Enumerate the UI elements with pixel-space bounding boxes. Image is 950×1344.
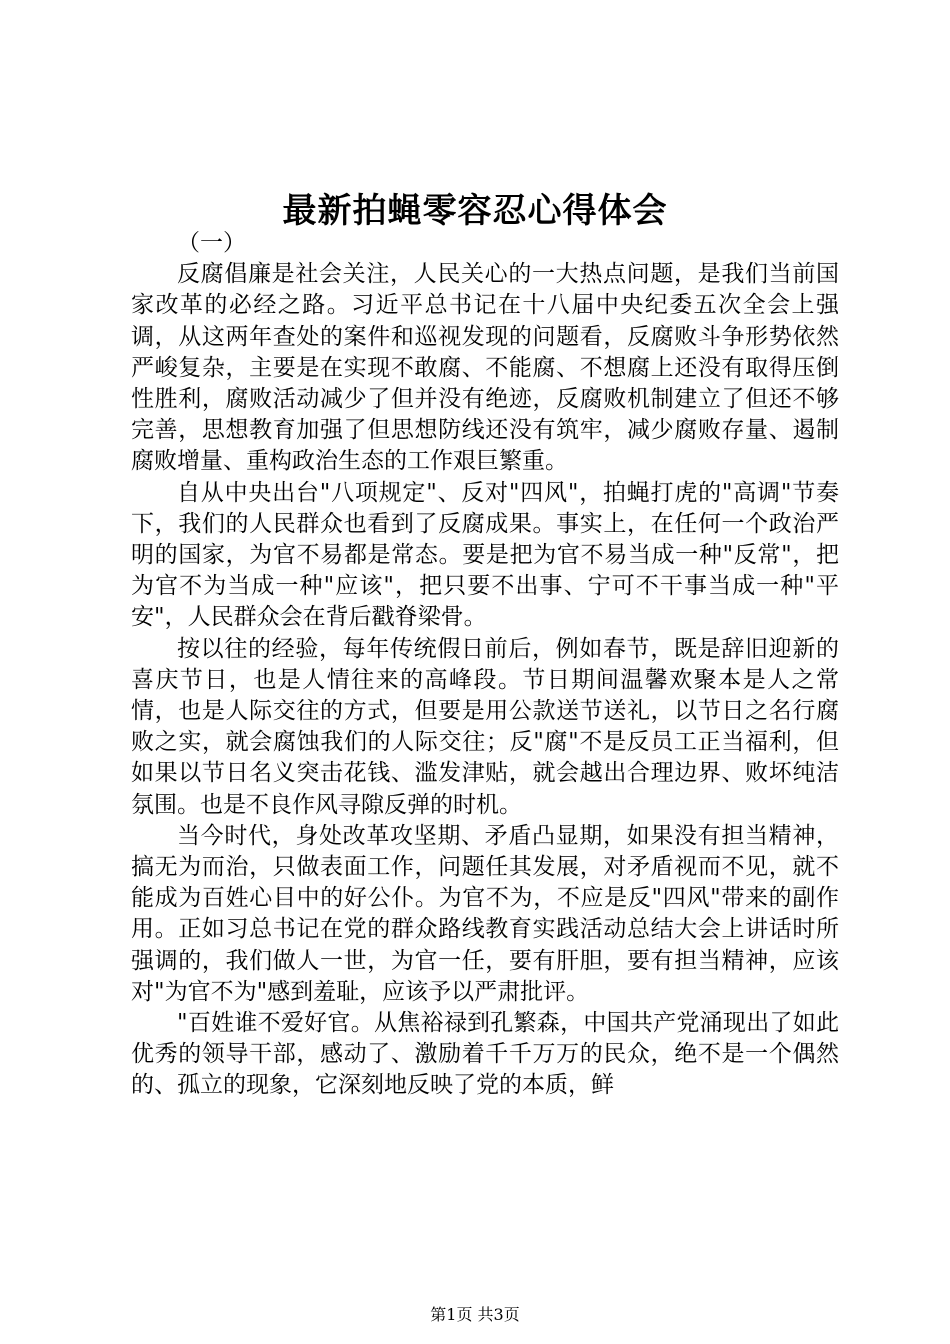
paragraph-4: 当今时代，身处改革攻坚期、矛盾凸显期，如果没有担当精神，搞无为而治，只做表面工作，问题任其发展，对矛盾视而不见，就不能成为百姓心目中的好公仆。为官不为，不应是反"四风"带来的副作用。正如习总书记在党的群众路线教育实践活动总结大会上讲话时所强调的，我们做人一世，为官一任，要有肝胆，要有担当精神，应该对"为官不为"感到羞耻，应该予以严肃批评。: [131, 822, 839, 1005]
page-title: 最新拍蝇零容忍心得体会: [282, 191, 668, 231]
section-marker: （一）: [177, 230, 246, 256]
page-footer: 第1页 共3页: [430, 1305, 520, 1324]
document-body: [131, 228, 839, 1102]
paragraph-2: 自从中央出台"八项规定"、反对"四风"，拍蝇打虎的"高调"节奏下，我们的人民群众也看到了反腐成果。事实上，在任何一个政治严明的国家，为官不易都是常态。要是把为官不易当成一种"反常"，把为官不为当成一种"应该"，把只要不出事、宁可不干事当成一种"平安"，人民群众会在背后戳脊梁骨。: [131, 479, 839, 631]
paragraph-3: 按以往的经验，每年传统假日前后，例如春节，既是辞旧迎新的喜庆节日，也是人情往来的高峰段。节日期间温馨欢聚本是人之常情，也是人际交往的方式，但要是用公款送节送礼，以节日之名行腐败之实，就会腐蚀我们的人际交往；反"腐"不是反员工正当福利，但如果以节日名义突击花钱、滥发津贴，就会越出合理边界、败坏纯洁氛围。也是不良作风寻隙反弹的时机。: [131, 635, 839, 818]
paragraph-1: 反腐倡廉是社会关注，人民关心的一大热点问题，是我们当前国家改革的必经之路。习近平总书记在十八届中央纪委五次全会上强调，从这两年查处的案件和巡视发现的问题看，反腐败斗争形势依然严峻复杂，主要是在实现不敢腐、不能腐、不想腐上还没有取得压倒性胜利，腐败活动减少了但并没有绝迹，反腐败机制建立了但还不够完善，思想教育加强了但思想防线还没有筑牢，减少腐败存量、遏制腐败增量、重构政治生态的工作艰巨繁重。: [131, 261, 839, 475]
paragraph-5: "百姓谁不爱好官。从焦裕禄到孔繁森，中国共产党涌现出了如此优秀的领导干部，感动了、激励着千千万万的民众，绝不是一个偶然的、孤立的现象，它深刻地反映了党的本质，鲜: [131, 1010, 839, 1099]
